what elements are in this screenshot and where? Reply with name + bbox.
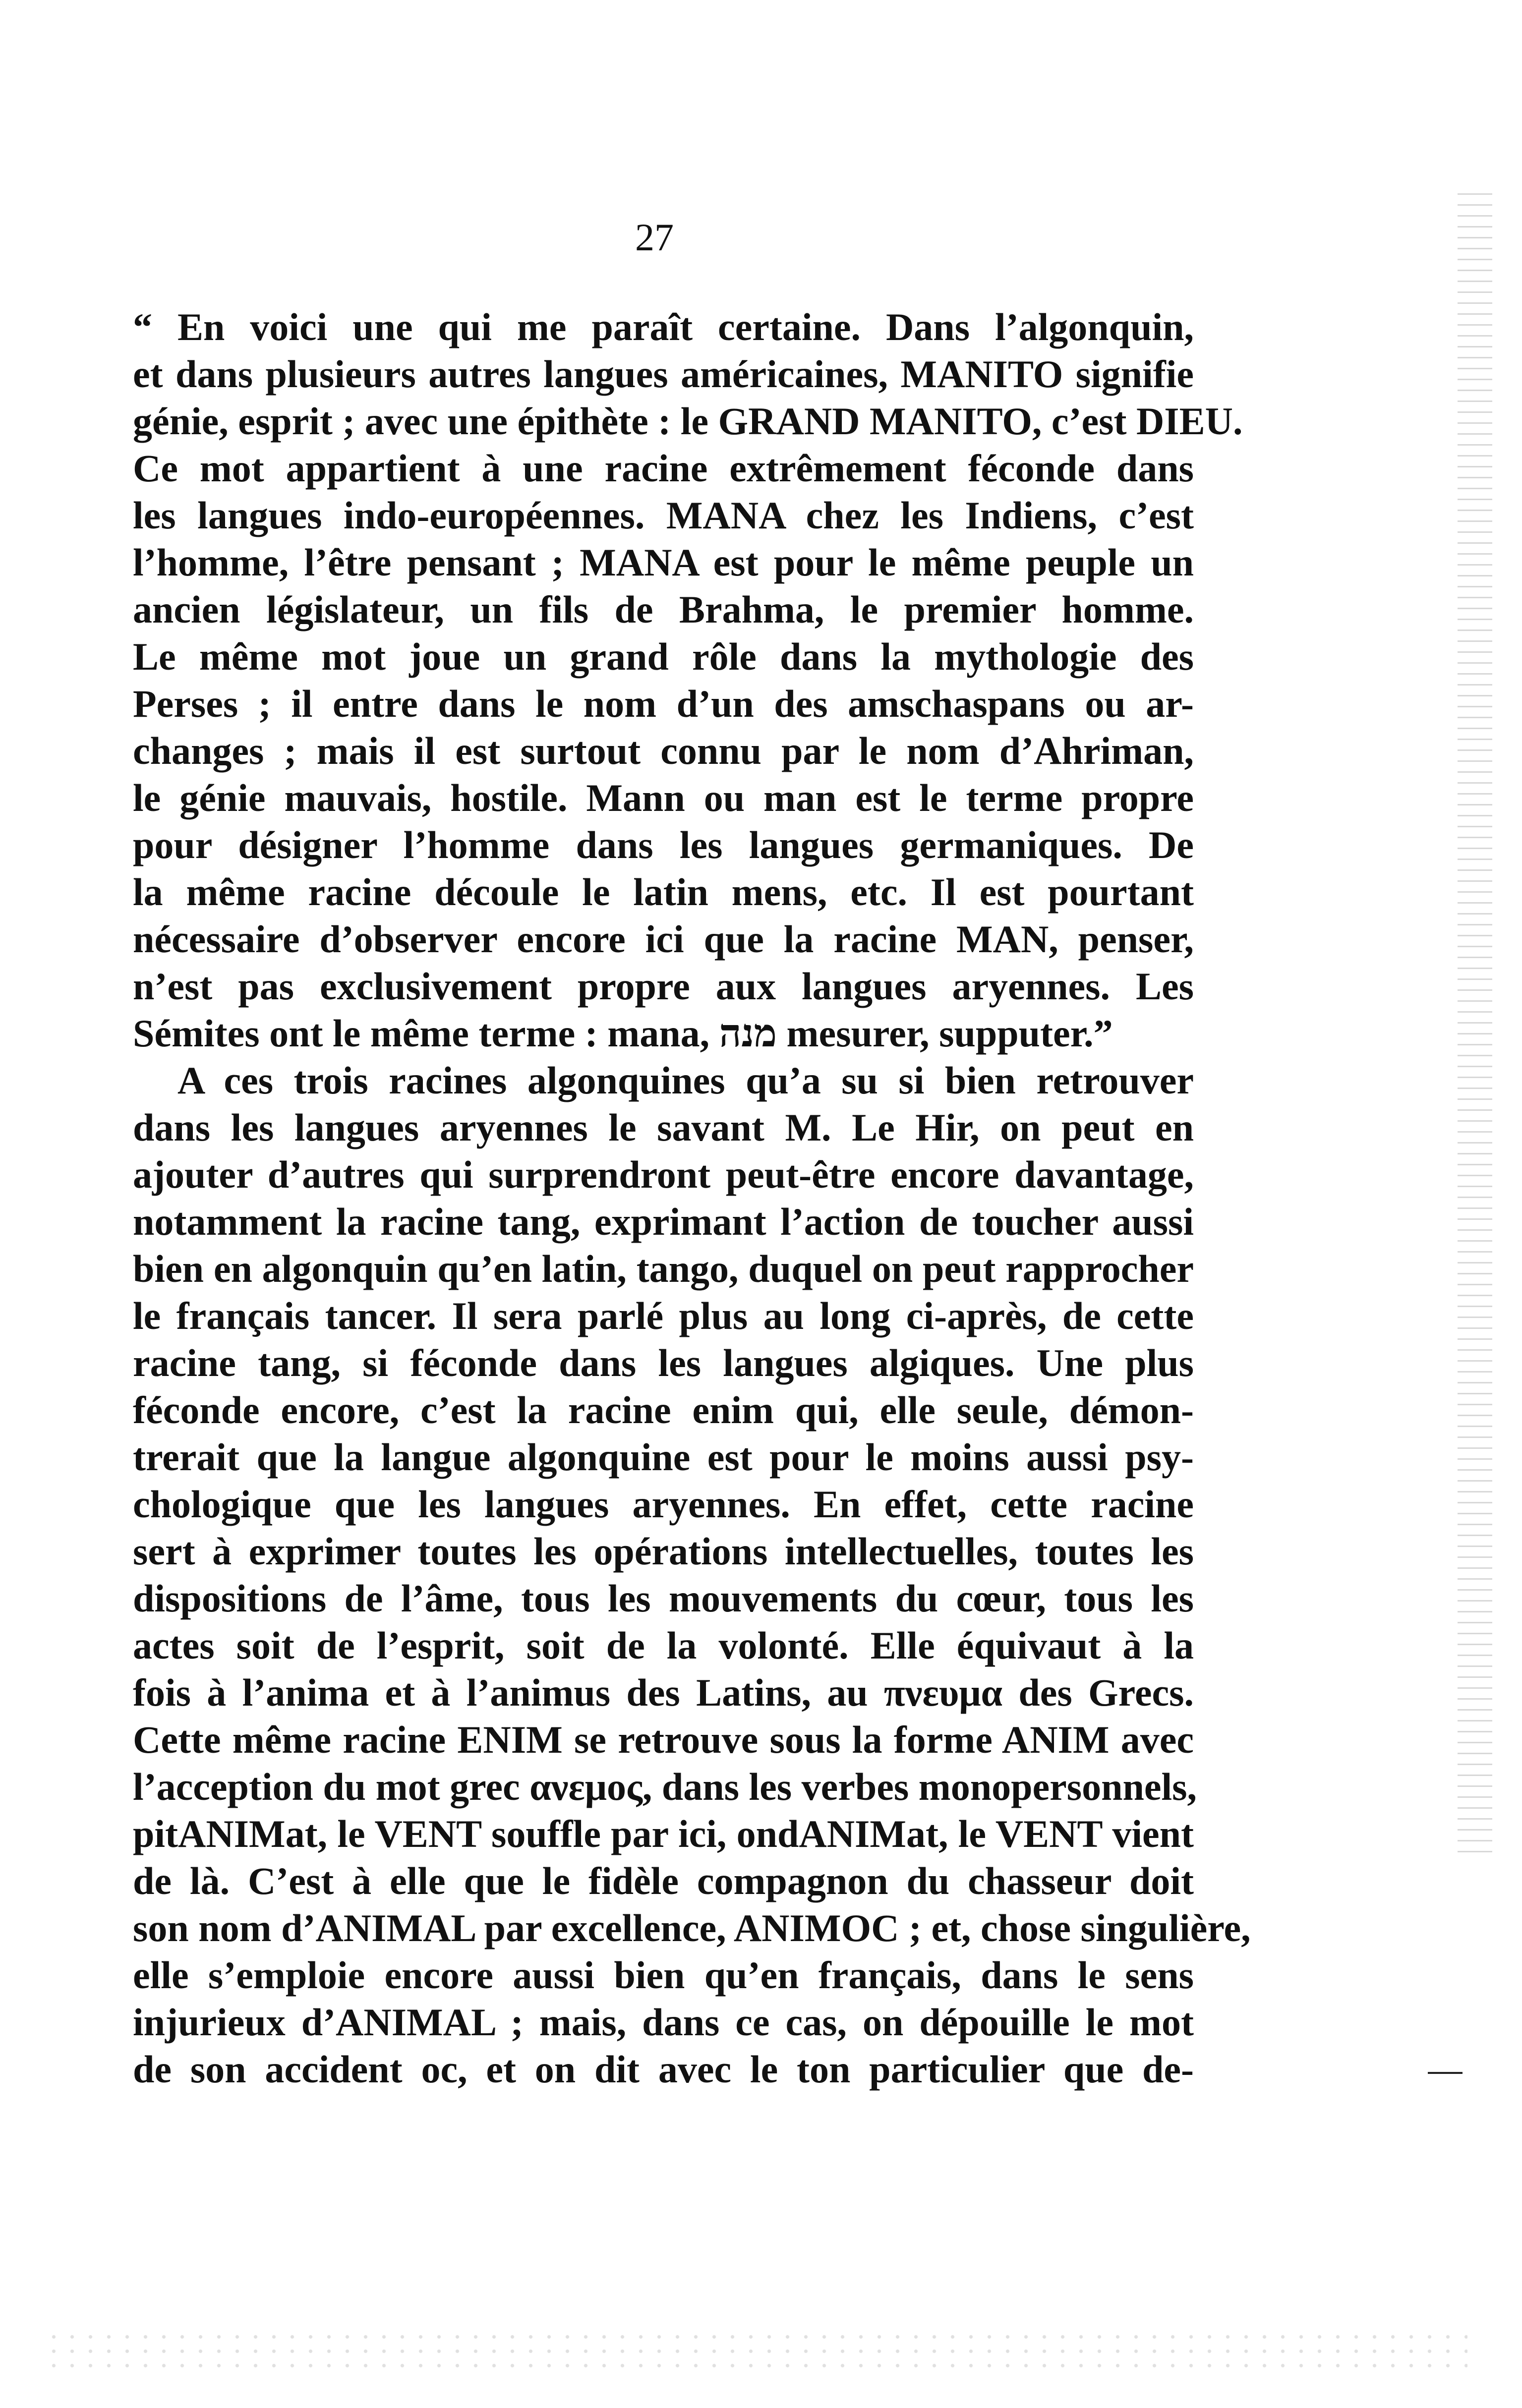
bottom-scan-specks <box>45 2330 1467 2374</box>
text-line: dispositions de l’âme, tous les mouvements du cœur, tous les <box>133 1577 1194 1620</box>
text-line: Cette même racine ENIM se retrouve sous la forme ANIM avec <box>133 1718 1194 1761</box>
text-line: Perses ; il entre dans le nom d’un des amschaspans ou ar- <box>133 682 1194 725</box>
text-line: l’acception du mot grec ανεμος, dans les verbes monopersonnels, <box>133 1765 1197 1808</box>
text-line: son nom d’ANIMAL par excellence, ANIMOC ; et, chose singulière, <box>133 1906 1251 1949</box>
text-line: fois à l’anima et à l’animus des Latins, au πνευμα des Grecs. <box>133 1671 1194 1714</box>
text-line: elle s’emploie encore aussi bien qu’en français, dans le sens <box>133 1953 1194 1997</box>
text-line: A ces trois racines algonquines qu’a su si bien retrouver <box>177 1059 1194 1102</box>
text-line: Ce mot appartient à une racine extrêmement féconde dans <box>133 447 1194 490</box>
text-line: n’est pas exclusivement propre aux langues aryennes. Les <box>133 965 1194 1008</box>
text-line: pitANIMat, le VENT souffle par ici, ondANIMat, le VENT vient <box>133 1812 1194 1855</box>
text-line: Le même mot joue un grand rôle dans la mythologie des <box>133 635 1194 678</box>
margin-mark <box>1428 2072 1463 2074</box>
text-line: de là. C’est à elle que le fidèle compagnon du chasseur doit <box>133 1859 1194 1902</box>
text-line: et dans plusieurs autres langues américaines, MANITO signifie <box>133 352 1194 396</box>
text-line: trerait que la langue algonquine est pour le moins aussi psy- <box>133 1435 1194 1479</box>
text-line: pour désigner l’homme dans les langues germaniques. De <box>133 823 1194 866</box>
text-line: notamment la racine tang, exprimant l’action de toucher aussi <box>133 1200 1194 1243</box>
text-line: actes soit de l’esprit, soit de la volonté. Elle équivaut à la <box>133 1624 1194 1667</box>
text-line: changes ; mais il est surtout connu par le nom d’Ahriman, <box>133 729 1194 772</box>
page-edge-noise <box>1458 193 1492 1854</box>
text-line: nécessaire d’observer encore ici que la racine MAN, penser, <box>133 917 1194 961</box>
text-line: bien en algonquin qu’en latin, tango, duquel on peut rapprocher <box>133 1247 1194 1290</box>
text-line: ancien législateur, un fils de Brahma, le premier homme. <box>133 588 1194 631</box>
paragraph-roots <box>133 1057 1251 2093</box>
text-line: de son accident oc, et on dit avec le ton particulier que de- <box>133 2048 1194 2091</box>
text-line: injurieux d’ANIMAL ; mais, dans ce cas, on dépouille le mot <box>133 2001 1194 2044</box>
text-line: la même racine découle le latin mens, etc. Il est pourtant <box>133 870 1194 914</box>
body-text <box>133 303 1251 2093</box>
text-line: les langues indo-européennes. MANA chez les Indiens, c’est <box>133 494 1194 537</box>
text-line: féconde encore, c’est la racine enim qui, elle seule, démon- <box>133 1388 1194 1432</box>
text-line: chologique que les langues aryennes. En effet, cette racine <box>133 1483 1194 1526</box>
text-line: génie, esprit ; avec une épithète : le GRAND MANITO, c’est DIEU. <box>133 400 1243 443</box>
text-line: sert à exprimer toutes les opérations intellectuelles, toutes les <box>133 1530 1194 1573</box>
page-number: 27 <box>635 216 674 259</box>
text-line: le génie mauvais, hostile. Mann ou man est le terme propre <box>133 776 1194 819</box>
text-line: l’homme, l’être pensant ; MANA est pour le même peuple un <box>133 541 1194 584</box>
text-line: ajouter d’autres qui surprendront peut-être encore davantage, <box>133 1153 1194 1196</box>
text-line: dans les langues aryennes le savant M. Le Hir, on peut en <box>133 1106 1194 1149</box>
text-line: le français tancer. Il sera parlé plus au long ci-après, de cette <box>133 1294 1194 1337</box>
text-line: “ En voici une qui me paraît certaine. Dans l’algonquin, <box>133 305 1194 348</box>
text-line: Sémites ont le même terme : mana, מנה mesurer, supputer.” <box>133 1012 1113 1055</box>
paragraph-quote <box>133 303 1243 1057</box>
text-line: racine tang, si féconde dans les langues algiques. Une plus <box>133 1341 1194 1384</box>
